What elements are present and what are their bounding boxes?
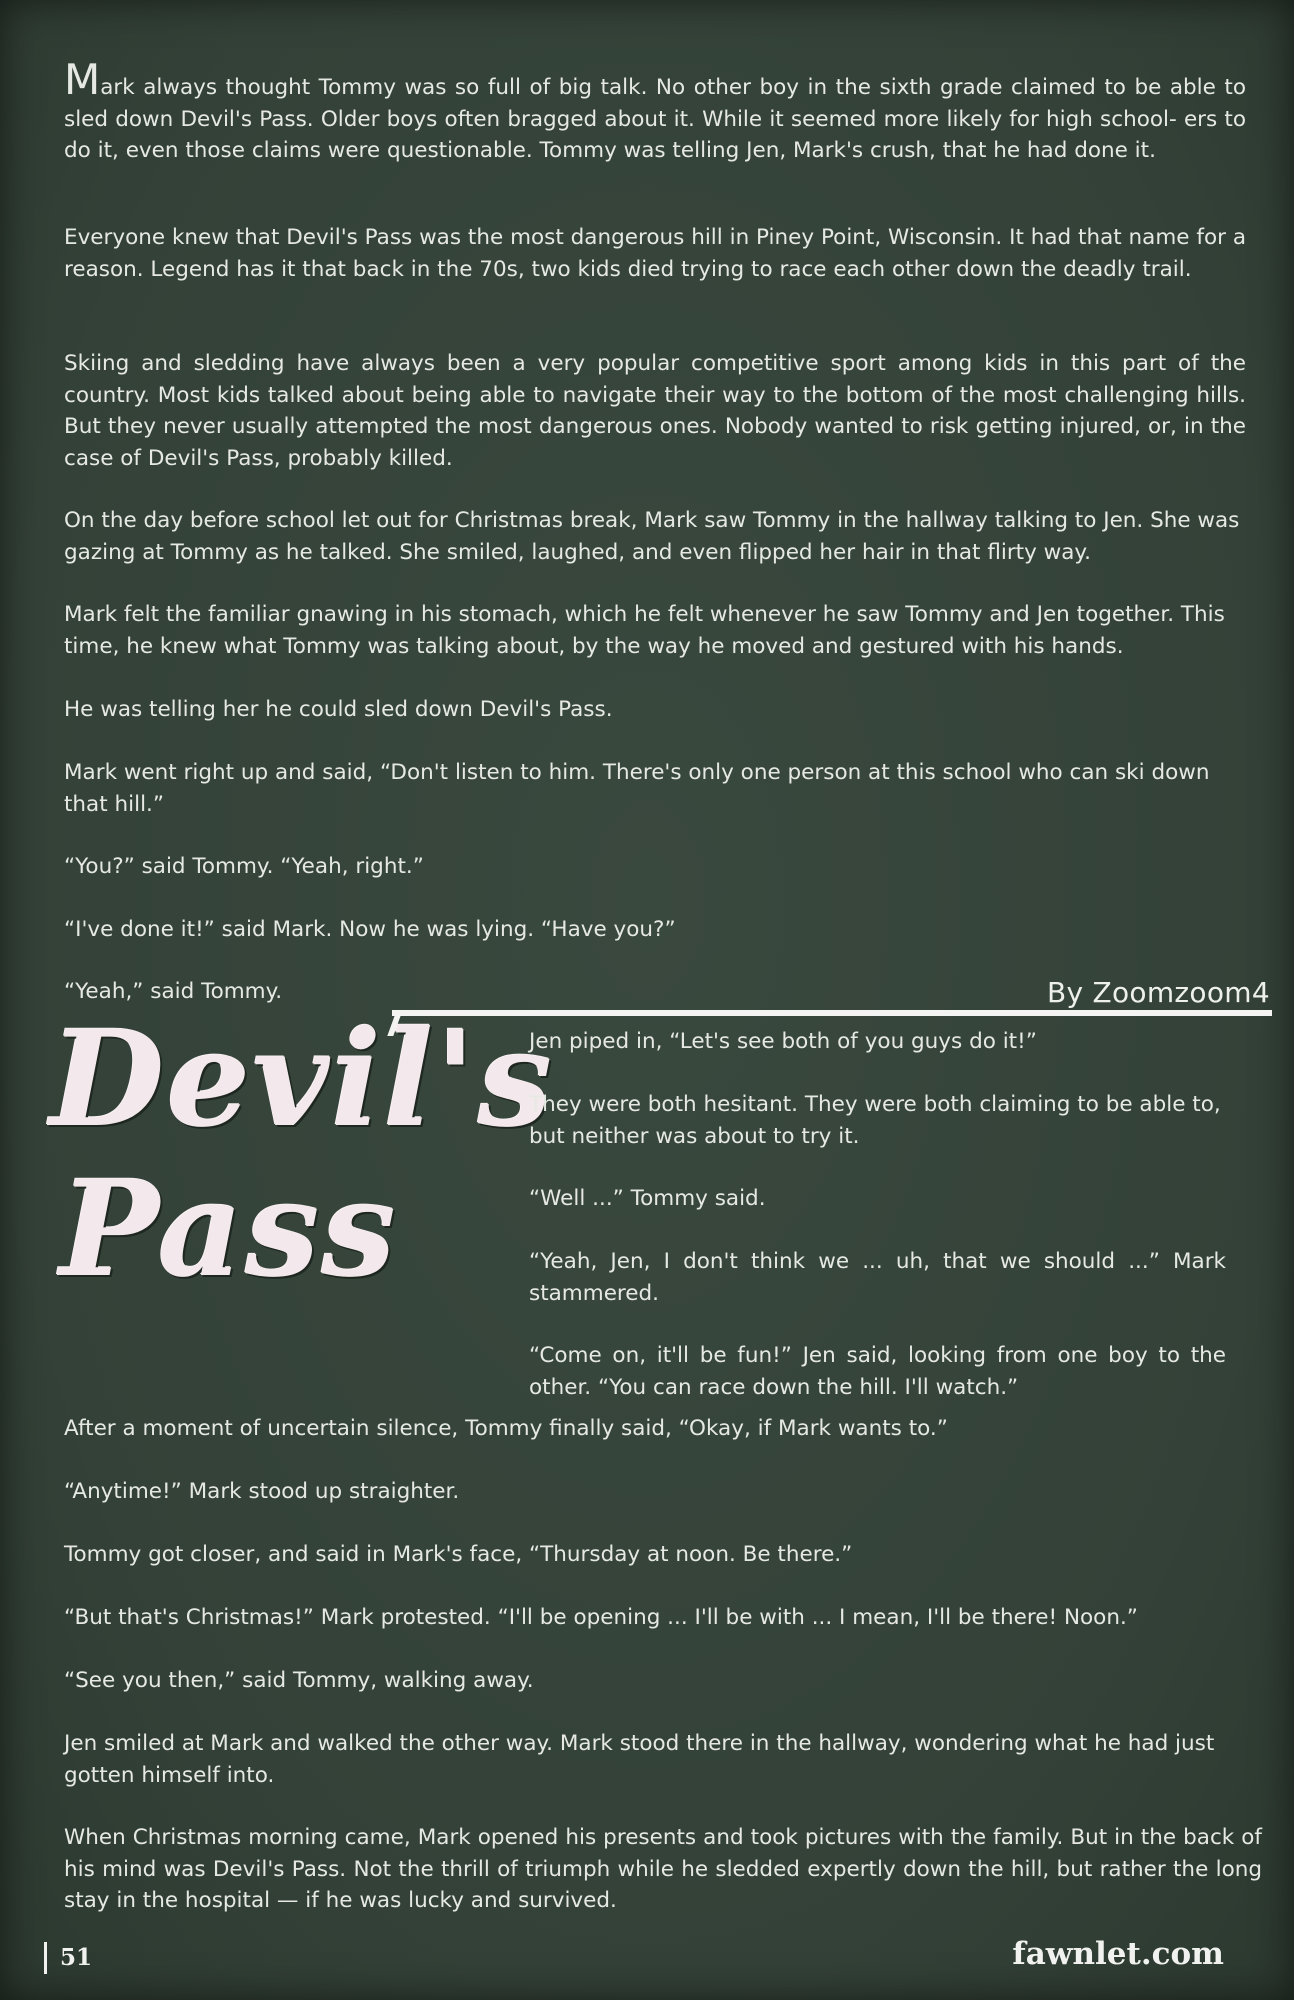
site-name: fawnlet.com (1012, 1936, 1224, 1972)
paragraph-18: Tommy got closer, and said in Mark's face, “Thursday at noon. Be there.” (64, 1542, 853, 1567)
paragraph-13: “Well ...” Tommy said. (529, 1186, 766, 1211)
paragraph-5: Mark felt the familiar gnawing in his stomach, which he felt whenever he saw Tommy and Jen together. This time, he knew what Tommy was talking about, by the way he moved and gestured with his hands. (64, 602, 1225, 659)
paragraph-1-text: ark always thought Tommy was so full of big talk. No other boy in the sixth grade claimed to be able to sled down Devil's Pass. Older boys often bragged about it. While it seemed more likely for high school- ers to do it, even those claims were questionable. Tommy was telling Jen, Mark's crush, that he had done it. (64, 75, 1246, 163)
paragraph-11: Jen piped in, “Let's see both of you guys do it!” (529, 1029, 1037, 1054)
paragraph-3: Skiing and sledding have always been a very popular competitive sport among kids in this part of the country. Most kids talked about being able to navigate their way to the bottom of the most challenging hills. But they never usually attempted the most dangerous ones. Nobody wanted to risk getting injured, or, in the case of Devil's Pass, probably killed. (64, 351, 1246, 471)
paragraph-14: “Yeah, Jen, I don't think we ... uh, that we should ...” Mark stammered. (529, 1249, 1226, 1306)
drop-cap: M (64, 55, 101, 104)
paragraph-2: Everyone knew that Devil's Pass was the most dangerous hill in Piney Point, Wisconsin. It had that name for a reason. Legend has it that back in the 70s, two kids died trying to race each other down the deadly trail. (64, 225, 1246, 282)
paragraph-20: “See you then,” said Tommy, walking away. (64, 1668, 534, 1693)
paragraph-9: “I've done it!” said Mark. Now he was lying. “Have you?” (64, 917, 676, 942)
paragraph-10: “Yeah,” said Tommy. (64, 979, 283, 1004)
paragraph-8: “You?” said Tommy. “Yeah, right.” (64, 854, 424, 879)
paragraph-6: He was telling her he could sled down Devil's Pass. (64, 697, 613, 722)
page-number-bar (44, 1942, 47, 1974)
page-number: 51 (60, 1944, 93, 1971)
byline: By Zoomzoom4 (1046, 976, 1270, 1009)
paragraph-4: On the day before school let out for Christmas break, Mark saw Tommy in the hallway talking to Jen. She was gazing at Tommy as he talked. She smiled, laughed, and even flipped her hair in that flirty way. (64, 508, 1240, 565)
article-title (50, 1002, 555, 1307)
paragraph-1 (64, 55, 1246, 167)
title-line-1: Devil's (50, 1002, 555, 1157)
paragraph-16: After a moment of uncertain silence, Tommy finally said, “Okay, if Mark wants to.” (64, 1416, 948, 1441)
paragraph-12: They were both hesitant. They were both claiming to be able to, but neither was about to try it. (529, 1092, 1221, 1149)
paragraph-22: When Christmas morning came, Mark opened his presents and took pictures with the family. But in the back of his mind was Devil's Pass. Not the thrill of triumph while he sledded expertly down the hill, but rather the long stay in the hospital — if he was lucky and survived. (64, 1825, 1262, 1913)
paragraph-15: “Come on, it'll be fun!” Jen said, looking from one boy to the other. “You can race down the hill. I'll watch.” (529, 1343, 1226, 1400)
paragraph-17: “Anytime!” Mark stood up straighter. (64, 1479, 460, 1504)
paragraph-21: Jen smiled at Mark and walked the other way. Mark stood there in the hallway, wondering what he had just gotten himself into. (64, 1731, 1215, 1788)
title-line-2: Pass (60, 1152, 398, 1307)
paragraph-7: Mark went right up and said, “Don't listen to him. There's only one person at this school who can ski down that hill.” (64, 760, 1210, 817)
paragraph-19: “But that's Christmas!” Mark protested. “I'll be opening ... I'll be with ... I mean, I'll be there! Noon.” (64, 1605, 1138, 1630)
